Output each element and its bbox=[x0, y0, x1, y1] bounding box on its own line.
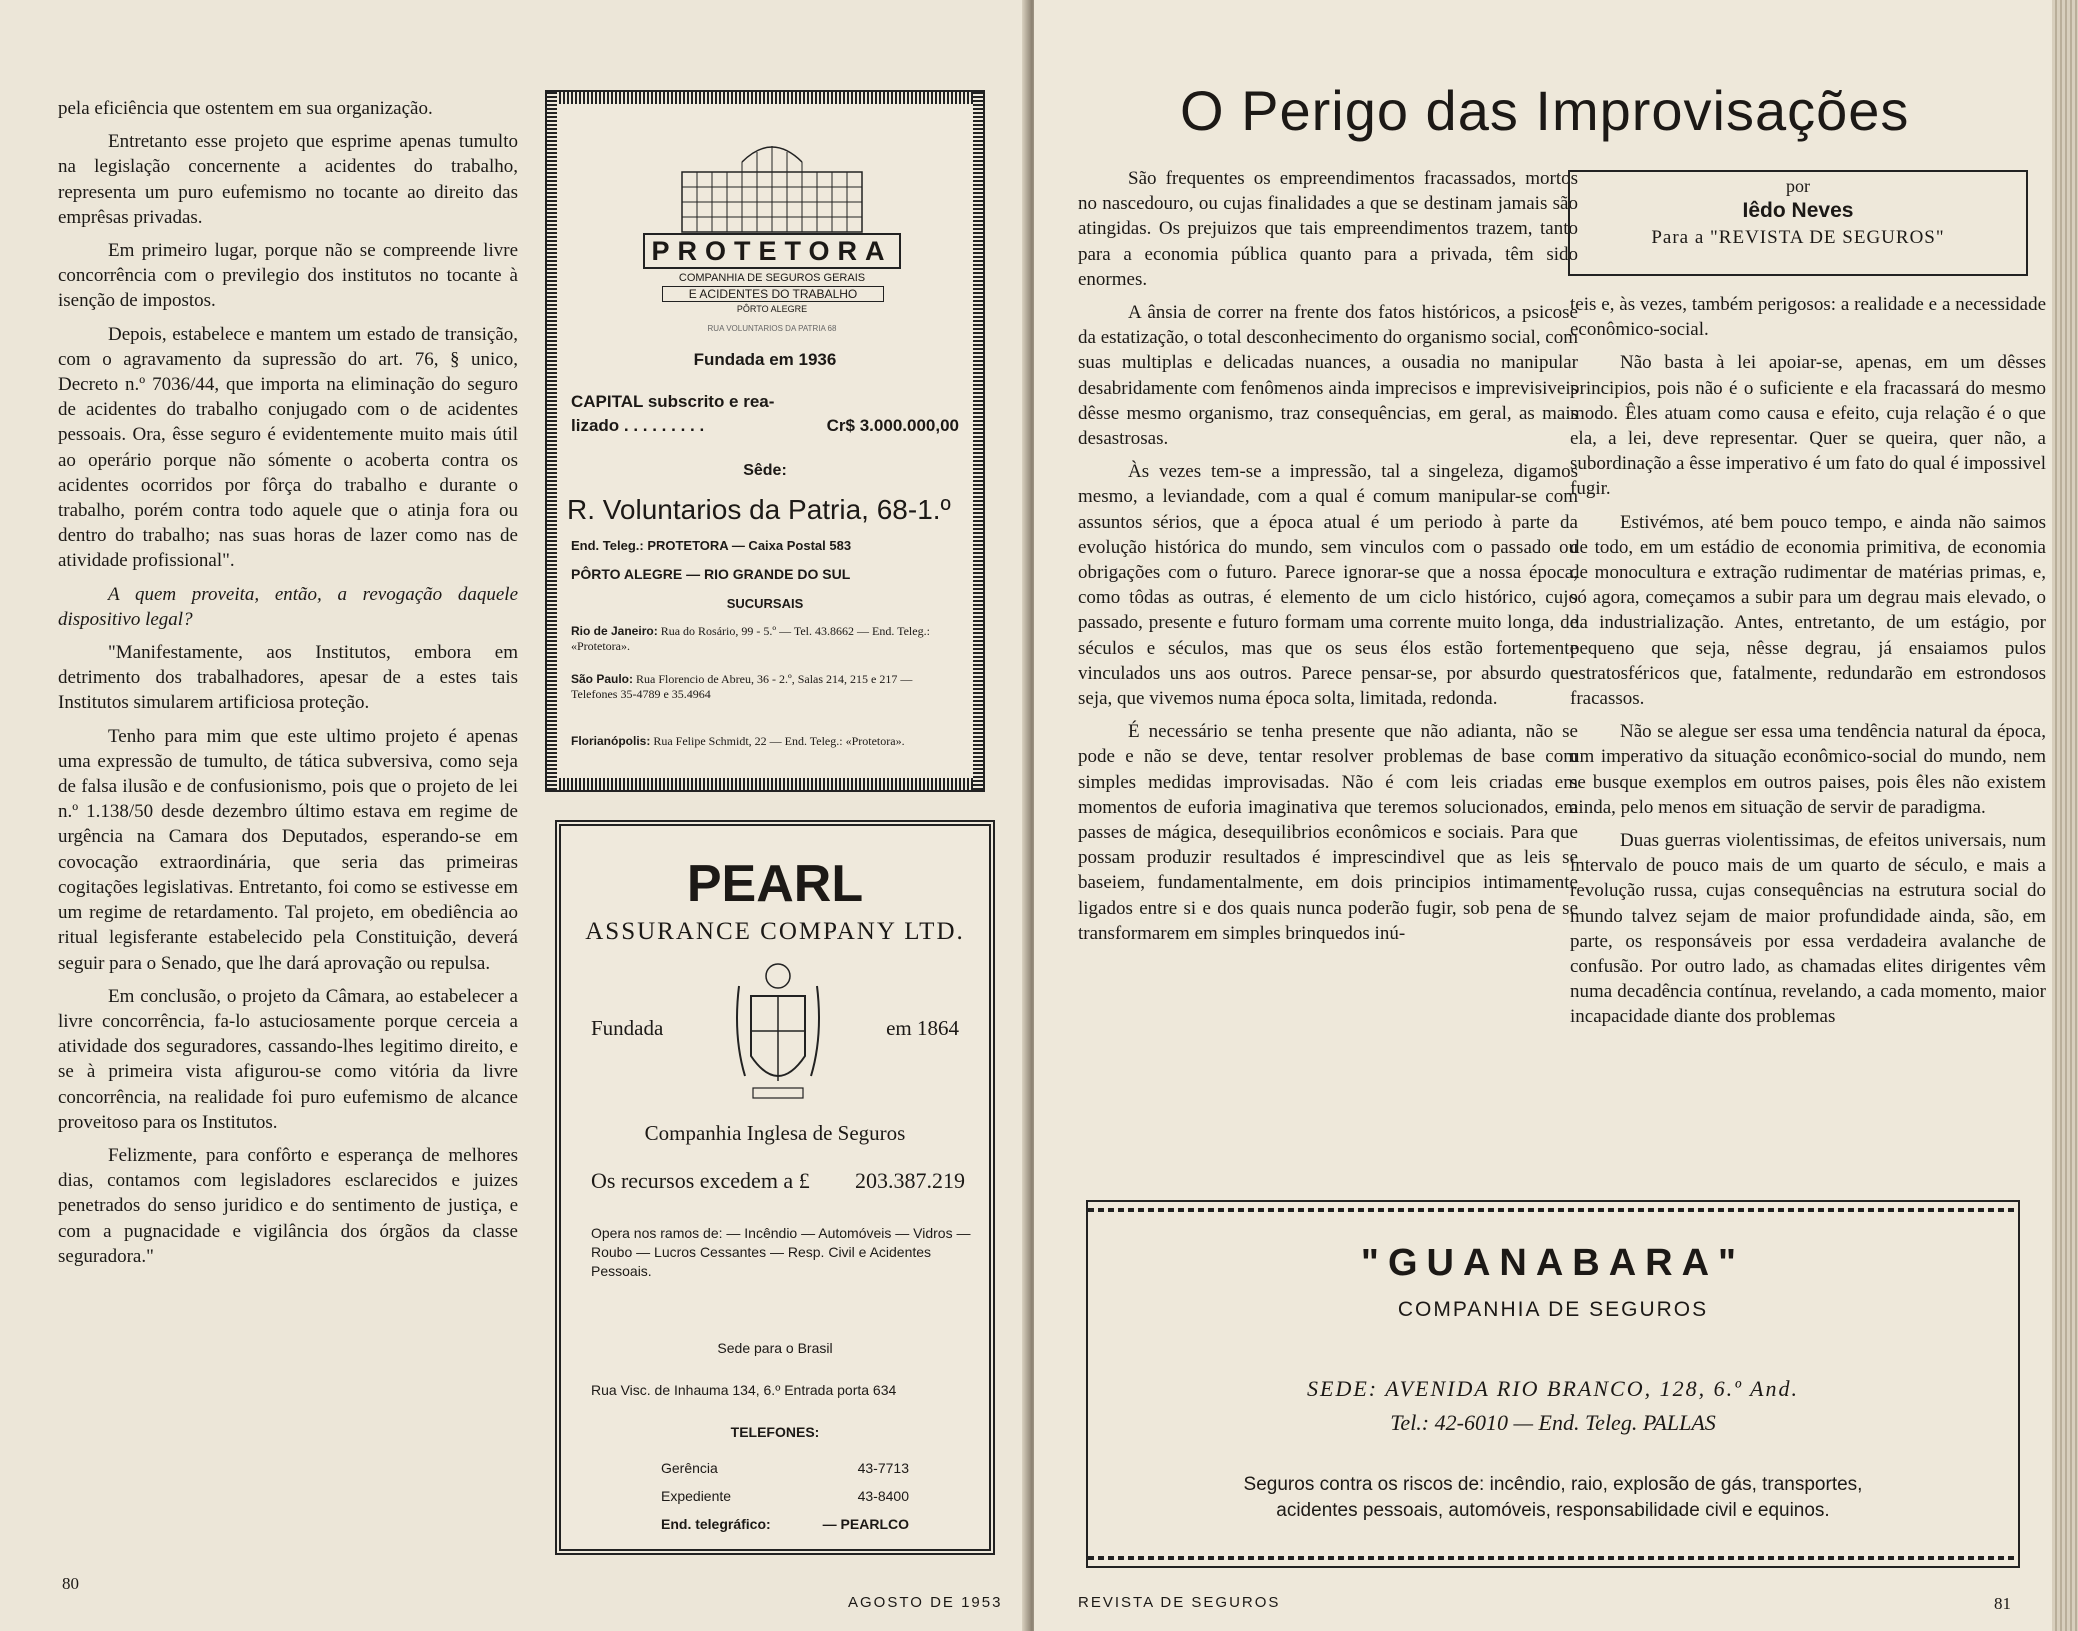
guanabara-subtitle: COMPANHIA DE SEGUROS bbox=[1397, 1298, 1709, 1321]
article-paragraph: A quem proveita, então, a revogação daquele dispositivo legal? bbox=[58, 583, 518, 630]
byline-box bbox=[1568, 170, 2028, 276]
pearl-address: Rua Visc. de Inhauma 134, 6.º Entrada porta 634 bbox=[591, 1382, 897, 1398]
pearl-subtitle: ASSURANCE COMPANY LTD. bbox=[585, 918, 965, 945]
article-paragraph: Não se alegue ser essa uma tendência natural da época, um imperativo da situação econômico-social do mundo, nem se busque exemplos em outros paises, pois êles não existem ainda, pelo menos em situação de servir de paradigma. bbox=[1570, 721, 2046, 818]
pearl-advertisement bbox=[555, 820, 995, 1555]
article-paragraph: Às vezes tem-se a impressão, tal a singeleza, digamos mesmo, a leviandade, com a qual é comum manipular-se com assuntos sérios, que a época atual é um periodo à parte da evolução histórica do mundo, sem vinculos com o passado ou obrigações com o futuro. Parece ignorar-se que a nossa época, como tôdas as outras, é elemento de um ciclo histórico, cujo passado, presente e futuro formam uma corrente muito longa, de séculos e séculos, mas que os seus élos estão fortemente vinculados uns aos outros. Parece pensar-se, por absurdo que seja, que vivemos numa época solta, limitada, redonda. bbox=[1078, 461, 1578, 710]
protetora-branch-rio bbox=[571, 624, 959, 654]
article-paragraph: pela eficiência que ostentem em sua organização. bbox=[58, 98, 433, 119]
left-article-column bbox=[58, 96, 518, 1546]
article-paragraph: Em conclusão, o projeto da Câmara, ao estabelecer a livre concorrência, fa-lo astuciosamente porque cerceia a atividade dos seguradores, cassando-lhes legitimo direito, e se à primeira vista afigurou-se como vitória da livre concorrência, na realidade foi puro eufemismo de alcance proveitoso para os Institutos. bbox=[58, 985, 518, 1133]
protetora-branch-text: Rua do Rosário, 99 - 5.º — Tel. 43.8662 — End. Teleg.: «Protetora». bbox=[571, 624, 930, 653]
protetora-founded: Fundada em 1936 bbox=[693, 350, 837, 369]
coat-of-arms-icon bbox=[731, 956, 825, 1106]
protetora-branch-florianopolis bbox=[571, 734, 959, 749]
protetora-branch-text: Rua Florencio de Abreu, 36 - 2.º, Salas 214, 215 e 217 — Telefones 35-4789 e 35.4964 bbox=[571, 672, 913, 701]
pearl-phone-row bbox=[661, 1488, 909, 1504]
pearl-phone-row bbox=[661, 1516, 909, 1532]
pearl-resources-value: 203.387.219 bbox=[855, 1168, 965, 1193]
byline-for: Para a "REVISTA DE SEGUROS" bbox=[1651, 227, 1945, 248]
protetora-logo-sub1: COMPANHIA DE SEGUROS GERAIS bbox=[678, 272, 866, 284]
article-column-1 bbox=[1078, 166, 1578, 1188]
pearl-sede-label: Sede para o Brasil bbox=[717, 1340, 833, 1356]
page-edge-stack bbox=[2052, 0, 2078, 1631]
footer-date: AGOSTO DE 1953 bbox=[848, 1594, 1003, 1611]
protetora-logo-word: PROTETORA bbox=[651, 236, 893, 266]
protetora-capital-label-1: CAPITAL subscrito e rea- bbox=[571, 392, 775, 411]
pearl-phone-label: Gerência bbox=[661, 1460, 718, 1476]
page-number-left: 80 bbox=[62, 1574, 79, 1593]
guanabara-sede: SEDE: AVENIDA RIO BRANCO, 128, 6.º And. bbox=[1307, 1376, 1799, 1401]
pearl-phone-label: End. telegráfico: bbox=[661, 1516, 771, 1532]
byline-por: por bbox=[1786, 176, 1810, 196]
footer-magazine: REVISTA DE SEGUROS bbox=[1078, 1594, 1281, 1611]
pearl-phone-value: — PEARLCO bbox=[822, 1516, 909, 1532]
pearl-phone-value: 43-8400 bbox=[857, 1488, 909, 1504]
pearl-tagline: Companhia Inglesa de Seguros bbox=[644, 1121, 906, 1145]
protetora-logo-sub2: E ACIDENTES DO TRABALHO bbox=[662, 286, 884, 302]
article-paragraph: Estivémos, até bem pouco tempo, e ainda não saimos de todo, em um estádio de economia primitiva, de economia de monocultura e extração rudimentar de matérias primas, e, só agora, começamos a subir para um degrau mais elevado, o da industrialização. Antes, entretanto, de um estágio, por pequeno que seja, nêsse degrau, já ensaiamos pulos estratosféricos que, fatalmente, redundarão em estrondosos fracassos. bbox=[1570, 511, 2046, 710]
article-paragraph: Entretanto esse projeto que esprime apenas tumulto na legislação concernente a acidentes do trabalho, representa um puro eufemismo no tocante ao direito das emprêsas privadas. bbox=[58, 131, 518, 228]
protetora-sede-label: Sêde: bbox=[743, 462, 787, 479]
left-page bbox=[0, 0, 1030, 1631]
article-paragraph: Felizmente, para confôrto e esperança de melhores dias, contamos com legisladores esclarecidos e juizes penetrados do senso juridico e do sentimento de justiça, e com a pugnacidade e vigilância dos órgãos da classe seguradora." bbox=[58, 1144, 518, 1267]
protetora-teleg-line: End. Teleg.: PROTETORA — Caixa Postal 583 bbox=[571, 538, 852, 553]
pearl-phone-row bbox=[661, 1460, 909, 1476]
byline-author: Iêdo Neves bbox=[1742, 199, 1854, 222]
protetora-capital-value: Cr$ 3.000.000,00 bbox=[826, 416, 959, 435]
article-paragraph: Não basta à lei apoiar-se, apenas, em um dêsses principios, pois não é o suficiente e ela fracassará do mesmo modo. Êles atuam como causa e efeito, cuja relação é o que ela, a lei, deve representar. Quer se queira, quer não, a subordinação a êsse imperativo é um fato do qual é impossivel fugir. bbox=[1570, 352, 2046, 500]
protetora-branch-city: Rio de Janeiro: bbox=[571, 624, 658, 638]
protetora-capital-label-2: lizado . . . . . . . . . bbox=[571, 416, 705, 435]
pearl-lines: Opera nos ramos de: — Incêndio — Automóveis — Vidros — Roubo — Lucros Cessantes — Resp. Civil e Acidentes Pessoais. bbox=[591, 1225, 971, 1279]
article-paragraph: "Manifestamente, aos Institutos, embora em detrimento dos trabalhadores, apesar de a estes tais Institutos simularem artificiosa proteção. bbox=[58, 642, 518, 714]
article-paragraph: A ânsia de correr na frente dos fatos históricos, a psicose da estatização, o total desconhecimento do organismo social, com suas multiplas e delicadas nuances, a ousadia no manipular desabridamente com fenômenos ainda imprecisos e imprevisiveis dêsse mesmo organismo, traz consequências, em geral, as mais desastrosas. bbox=[1078, 302, 1578, 450]
protetora-branch-text: Rua Felipe Schmidt, 22 — End. Teleg.: «Protetora». bbox=[653, 734, 905, 748]
article-paragraph: teis e, às vezes, também perigosos: a realidade e a necessidade econômico-social. bbox=[1570, 294, 2046, 341]
protetora-logo-small: RUA VOLUNTARIOS DA PATRIA 68 bbox=[707, 324, 837, 333]
protetora-advertisement bbox=[545, 90, 985, 792]
pearl-phone-label: Expediente bbox=[661, 1488, 732, 1504]
protetora-branch-city: São Paulo: bbox=[571, 672, 634, 686]
page-number-right: 81 bbox=[1994, 1594, 2011, 1613]
article-paragraph: É necessário se tenha presente que não adianta, não se pode e não se deve, tentar resolver problemas de base com simples medidas improvisadas. Não é com leis criadas em momentos de euforia imaginativa que teremos solucionados, em passes de mágica, desequilibrios econômicos e sociais. Para que possam produzir resultados é imprescindivel que as leis se baseiem, fundamentalmente, em dois principios intimamente ligados entre si e dos quais nunca poderão fugir, sob pena de se transformarem em simples brinquedos inú- bbox=[1078, 721, 1578, 944]
article-paragraph: Tenho para mim que este ultimo projeto é apenas uma expressão de tumulto, de tática subversiva, como seja de falsa ilusão e de confusionismo, pois que o projeto de lei n.º 1.138/50 desde dezembro último estava em regime de urgência na Camara dos Deputados, esperando-se em covocação extraordinária, que seria das primeiras cogitações legislativas. Entretanto, foi como se estivesse em um regime de retardamento. Tal projeto, em obediência ao ritual legisferante estabelecido pela Constituição, deverá seguir para o Senado, que lhe dará aprovação ou repulsa. bbox=[58, 725, 518, 974]
protetora-branch-sao-paulo bbox=[571, 672, 959, 702]
article-paragraph: Em primeiro lugar, porque não se compreende livre concorrência com o previlegio dos institutos no tocante à isenção de impostos. bbox=[58, 240, 518, 312]
guanabara-lines-2: acidentes pessoais, automóveis, responsabilidade civil e equinos. bbox=[1276, 1500, 1830, 1521]
guanabara-name: "GUANABARA" bbox=[1360, 1242, 1746, 1284]
protetora-city-line: PÔRTO ALEGRE — RIO GRANDE DO SUL bbox=[571, 566, 851, 582]
article-paragraph: São frequentes os empreendimentos fracassados, mortos no nascedouro, ou cujas finalidades a que se destinam jamais são atingidas. Os prejuizos que tais empreendimentos trazem, tanto para a economia pública quanto para a privada, têm sido enormes. bbox=[1078, 168, 1578, 290]
article-title: O Perigo das Improvisações bbox=[1180, 79, 1910, 142]
pearl-phones-label: TELEFONES: bbox=[730, 1424, 820, 1440]
protetora-branches-label: SUCURSAIS bbox=[726, 596, 804, 611]
pearl-founded-label: Fundada bbox=[591, 1016, 664, 1040]
article-column-2 bbox=[1570, 292, 2046, 1192]
protetora-logo bbox=[642, 132, 902, 342]
protetora-branch-city: Florianópolis: bbox=[571, 734, 651, 748]
guanabara-lines-1: Seguros contra os riscos de: incêndio, raio, explosão de gás, transportes, bbox=[1243, 1474, 1863, 1495]
protetora-logo-city: PÔRTO ALEGRE bbox=[736, 304, 808, 314]
protetora-address: R. Voluntarios da Patria, 68-1.º bbox=[567, 494, 951, 525]
guanabara-advertisement bbox=[1086, 1200, 2020, 1568]
pearl-resources-label: Os recursos excedem a £ bbox=[591, 1168, 810, 1193]
article-paragraph: Depois, estabelece e mantem um estado de transição, com o agravamento da supressão do art. 76, § unico, Decreto n.º 7036/44, que importa na eliminação do seguro de acidentes do trabalho conjugado com o de acidentes pessoais. Ora, êsse seguro é evidentemente muito mais útil ao operário porque não sómente o acoberta contra os acidentes ocorridos por fôrça do trabalho e durante o trabalho, porém contra todo aquele que o atinja fora ou dentro do trabalho; nas suas horas de lazer como nas de atividade profissional". bbox=[58, 323, 518, 572]
guanabara-tel: Tel.: 42-6010 — End. Teleg. PALLAS bbox=[1390, 1410, 1716, 1435]
pearl-phone-value: 43-7713 bbox=[857, 1460, 909, 1476]
article-paragraph: Duas guerras violentissimas, de efeitos universais, num intervalo de pouco mais de um quarto de século, e mais a revolução russa, cujas consequências na estrutura social do mundo talvez sejam de maior profundidade ainda, são, em parte, os responsáveis por essa verdadeira avalanche de confusão. Por outro lado, as chamadas elites dirigentes vêm numa decadência contínua, revelando, a cada momento, maior incapacidade diante dos problemas bbox=[1570, 830, 2046, 1028]
pearl-founded-year: em 1864 bbox=[886, 1016, 959, 1040]
pearl-name: PEARL bbox=[686, 855, 864, 913]
